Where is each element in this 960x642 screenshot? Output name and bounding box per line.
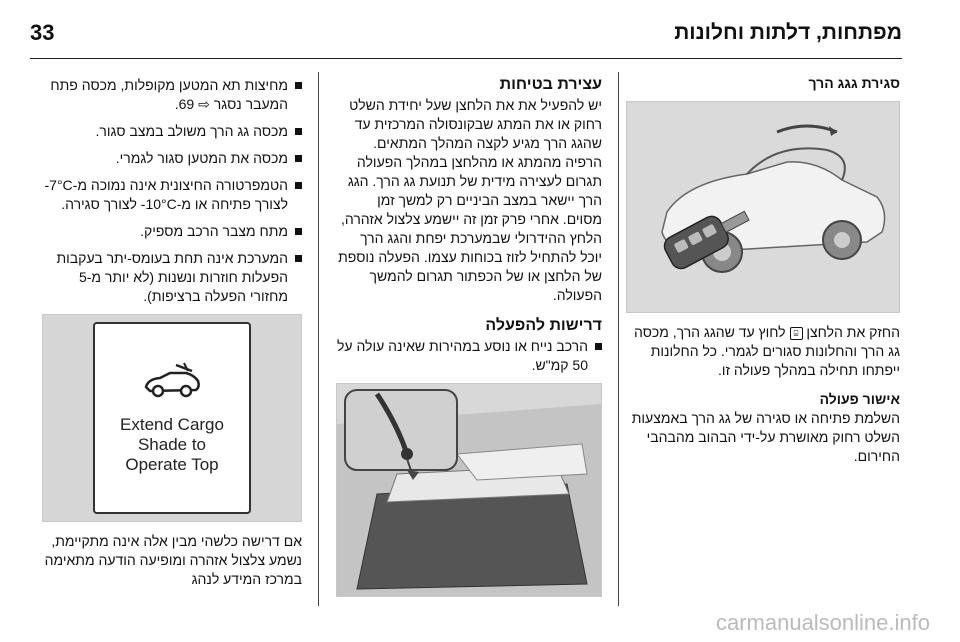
section-heading-requirements: דרישות להפעלה [485, 317, 602, 334]
requirements-list [42, 76, 302, 306]
trunk-cargo-shade-illustration [336, 383, 602, 597]
display-message: Extend Cargo Shade to Operate Top [120, 415, 224, 474]
page-number: 33 [30, 20, 55, 45]
safety-stop-text: יש להפעיל את את הלחצן שעל יחידת השלט רחוק או את המתג שבקונסולה המרכזית עד שהגג הרך מגיע לקצה המהלך המתאים. הרפיה מהמתג או מהלחצן במהלך הפעולה תגרום לעצירה מידית של תנועת גג הרך. הגג הרך יישאר במצב הביניים רק למשך זמן מסוים. אחרי פרק זמן זה יישמע צלצול אזהרה, הלחץ ההידרולי שבמערכת יפחת והגג הרך יוכל להתחיל לזוז בכוחות עצמו. הפעלה נוספת של הלחצן או של הכפתור תגרום להמשך הפעולה. [338, 97, 602, 303]
trunk-illustration-icon [337, 384, 601, 596]
header-rule [30, 58, 902, 59]
confirmation-text: השלמת פתיחה או סגירה של גג הרך באמצעות השלט רחוק מאושרת על-ידי הבהוב מהבהבי החירום. [631, 410, 900, 464]
list-item: המערכת אינה תחת בעומס-יתר בעקבות הפעלות חוזרות ונשנות (לא יותר מ-5 מחזורי הפעלה ברציפות). [42, 249, 302, 306]
column-divider [318, 72, 319, 606]
list-item: מתח מצבר הרכב מספיק. [42, 222, 302, 241]
right-column [626, 74, 900, 466]
close-roof-instruction: החזק את הלחצן ⌸ לחוץ עד שהגג הרך, מכסה גג הרך והחלונות סגורים לגמרי. כל החלונות ייפתחו תחילה במהלך פעולה זו. [633, 324, 900, 378]
list-item: הרכב נייח או נוסע במהירות שאינה עולה על 50 קמ"ש. [336, 337, 602, 375]
watermark: carmanualsonline.info [715, 610, 930, 635]
convertible-car-key-icon [627, 102, 899, 312]
section-heading-confirmation: אישור פעולה [819, 391, 900, 407]
requirements-not-met-note: אם דרישה כלשהי מבין אלה אינה מתקיימת, נשמע צלצול אזהרה ומופיעה הודעה מתאימה במרכז המידע לנהג [44, 533, 302, 587]
driver-info-display [93, 322, 251, 514]
roof-key-symbol-icon: ⌸ [790, 327, 803, 340]
left-column [42, 76, 302, 589]
middle-column [336, 74, 602, 597]
column-divider [618, 72, 619, 606]
convertible-car-warning-icon [140, 361, 204, 401]
list-item: מכסה את המטען סגור לגמרי. [42, 149, 302, 168]
requirements-list-start [336, 337, 602, 375]
page-title: מפתחות, דלתות וחלונות [674, 21, 902, 44]
driver-info-display-illustration [42, 314, 302, 522]
page-header [30, 18, 902, 48]
list-item: מכסה גג הרך משולב במצב סגור. [42, 122, 302, 141]
car-with-key-illustration [626, 101, 900, 313]
section-heading-safety-stop: עצירת בטיחות [499, 76, 602, 93]
list-item: מחיצות תא המטען מקופלות, מכסה פתח המעבר נסגר ⇨ 69. [42, 76, 302, 114]
section-heading-close-roof: סגירת גגג הרך [808, 75, 900, 91]
list-item: הטמפרטורה החיצונית אינה נמוכה מ-7°C- לצורך פתיחה או מ-10°C- לצורך סגירה. [42, 176, 302, 214]
